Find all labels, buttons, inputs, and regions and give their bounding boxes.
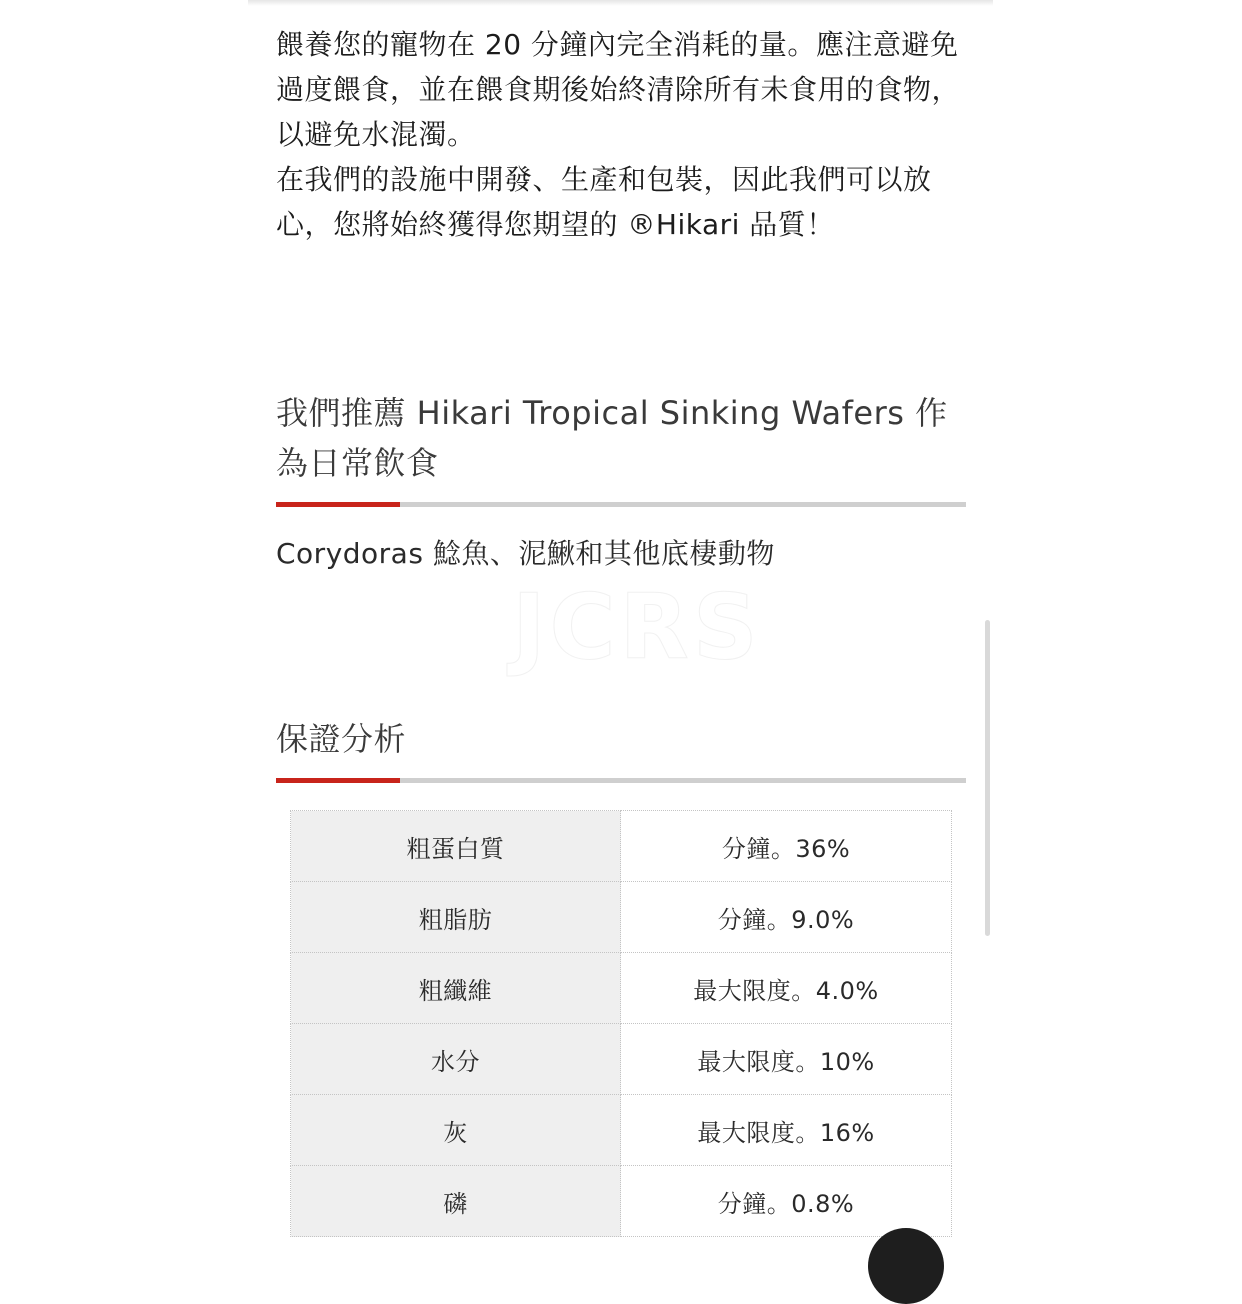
nutrient-value: 分鐘。0.8%	[621, 1166, 952, 1237]
analysis-divider	[276, 778, 966, 783]
nutrient-label: 水分	[291, 1024, 621, 1095]
nutrient-value: 最大限度。4.0%	[621, 953, 952, 1024]
nutrient-value: 分鐘。36%	[621, 811, 952, 882]
divider-accent	[276, 778, 400, 783]
nutrient-label: 磷	[291, 1166, 621, 1237]
table-row	[291, 1024, 952, 1095]
divider-accent	[276, 502, 400, 507]
nutrient-value: 分鐘。9.0%	[621, 882, 952, 953]
nutrient-label: 粗蛋白質	[291, 811, 621, 882]
watermark-logo: JCRS	[512, 575, 762, 680]
table-row	[291, 1095, 952, 1166]
scrollbar[interactable]	[985, 620, 990, 936]
recommendation-heading: 我們推薦 Hikari Tropical Sinking Wafers 作為日常飲食	[276, 394, 948, 482]
intro-text	[276, 22, 966, 247]
table-row	[291, 953, 952, 1024]
header-shadow	[248, 0, 993, 6]
nutrient-label: 粗纖維	[291, 953, 621, 1024]
analysis-section	[276, 714, 966, 783]
table-row	[291, 811, 952, 882]
feeding-instructions: 餵養您的寵物在 20 分鐘內完全消耗的量。應注意避免過度餵食，並在餵食期後始終清除所有未食用的食物，以避免水混濁。	[276, 28, 961, 151]
recommendation-section	[276, 388, 966, 507]
quality-statement: 在我們的設施中開發、生產和包裝，因此我們可以放心，您將始終獲得您期望的 ®Hikari 品質！	[276, 163, 932, 241]
table-row	[291, 882, 952, 953]
recommendation-text: Corydoras 鯰魚、泥鰍和其他底棲動物	[276, 537, 775, 570]
table-row	[291, 1166, 952, 1237]
nutrient-value: 最大限度。10%	[621, 1024, 952, 1095]
guaranteed-analysis-table	[290, 810, 952, 1237]
nutrient-label: 灰	[291, 1095, 621, 1166]
analysis-heading: 保證分析	[276, 720, 407, 758]
nutrient-label: 粗脂肪	[291, 882, 621, 953]
nutrient-value: 最大限度。16%	[621, 1095, 952, 1166]
recommendation-divider	[276, 502, 966, 507]
chat-button[interactable]	[868, 1228, 944, 1304]
